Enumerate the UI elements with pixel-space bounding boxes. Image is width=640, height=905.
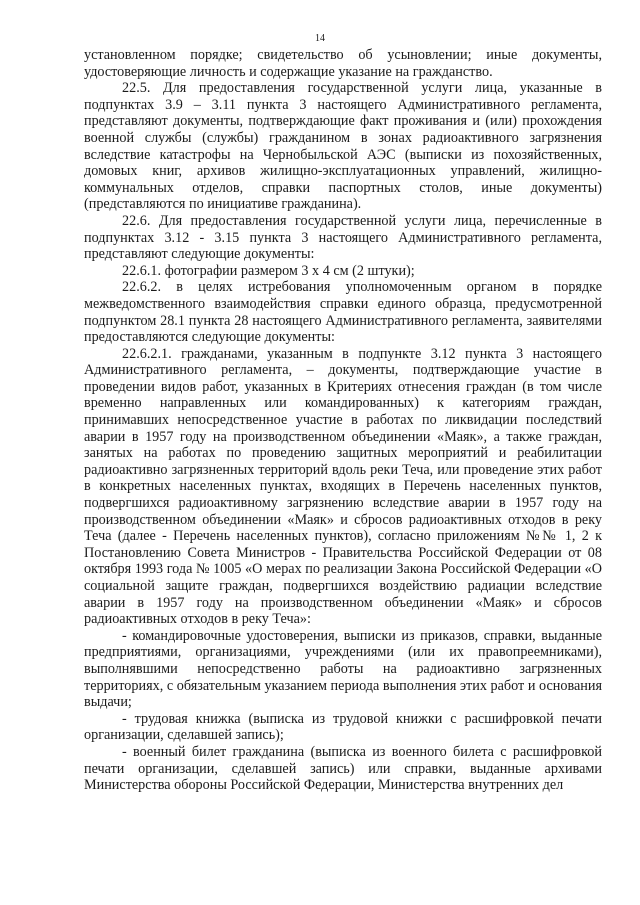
paragraph-22-6-2: 22.6.2. в целях истребования уполномоченным органом в порядке межведомственного взаимодействия справки единого образца, предусмотренной подпунктом 28.1 пункта 28 настоящего Административного регламента, заявителями предоставляются следующие документы: [84, 279, 602, 346]
paragraph-22-6-1: 22.6.1. фотографии размером 3 х 4 см (2 штуки); [122, 262, 415, 279]
list-item-work-record-book: - трудовая книжка (выписка из трудовой книжки с расшифровкой печати организации, сделавшей запись); [84, 710, 602, 744]
page-number: 14 [315, 33, 325, 44]
paragraph-22-6-2-1: 22.6.2.1. гражданами, указанным в подпункте 3.12 пункта 3 настоящего Административного регламента, – документы, подтверждающие участие в проведении видов работ, указанных в Критериях отнесения граждан (в том числе временно направленных или командированных) к категориям граждан, принимавших непосредственное участие в работах по ликвидации последствий аварии в 1957 году на производственном объединении «Маяк», а также граждан, занятых на работах по проведению защитных мероприятий и реабилитации радиоактивно загрязненных территорий вдоль реки Теча, или проведение этих работ в конкретных населенных пунктах, входящих в Перечень населенных пунктов, подвергшихся радиоактивному загрязнению вследствие аварии в 1957 году на производственном объединении «Маяк» и сбросов радиоактивных отходов в реку Теча (далее - Перечень населенных пунктов), согласно приложениям №№ 1, 2 к Постановлению Совета Министров - Правительства Российской Федерации от 08 октября 1993 года № 1005 «О мерах по реализации Закона Российской Федерации «О социальной защите граждан, подвергшихся воздействию радиации вследствие аварии в 1957 году на производственном объединении «Маяк» и сбросов радиоактивных отходов в реку Теча»: [84, 345, 602, 628]
list-item-military-id: - военный билет гражданина (выписка из военного билета с расшифровкой печати организации, сделавшей запись) или справки, выданные архивами Министерства обороны Российской Федерации, Министерства внутренних дел [84, 743, 602, 794]
paragraph-22-6: 22.6. Для предоставления государственной услуги лица, перечисленные в подпунктах 3.12 - 3.15 пункта 3 настоящего Административного регламента, представляют следующие документы: [84, 212, 602, 263]
paragraph-22-5: 22.5. Для предоставления государственной услуги лица, указанные в подпунктах 3.9 – 3.11 пункта 3 настоящего Административного регламента, представляют документы, подтверждающие факт проживания и (или) прохождения военной службы (службы) гражданином в зонах радиоактивного загрязнения вследствие катастрофы на Чернобыльской АЭС (выписки из похозяйственных, домовых книг, архивов жилищно-эксплуатационных управлений, жилищно-коммунальных отделов, справки паспортных столов, иные документы) (представляются по инициативе гражданина). [84, 80, 602, 213]
list-item-travel-certificates: - командировочные удостоверения, выписки из приказов, справки, выданные предприятиями, организациями, учреждениями (или их правопреемниками), выполнявшими непосредственно работы на радиоактивно загрязненных территориях, с обязательным указанием периода выполнения этих работ и основания выдачи; [84, 627, 602, 711]
paragraph-continuation: установленном порядке; свидетельство об усыновлении; иные документы, удостоверяющие личность и содержащие указание на гражданство. [84, 47, 602, 80]
document-body [84, 47, 602, 794]
